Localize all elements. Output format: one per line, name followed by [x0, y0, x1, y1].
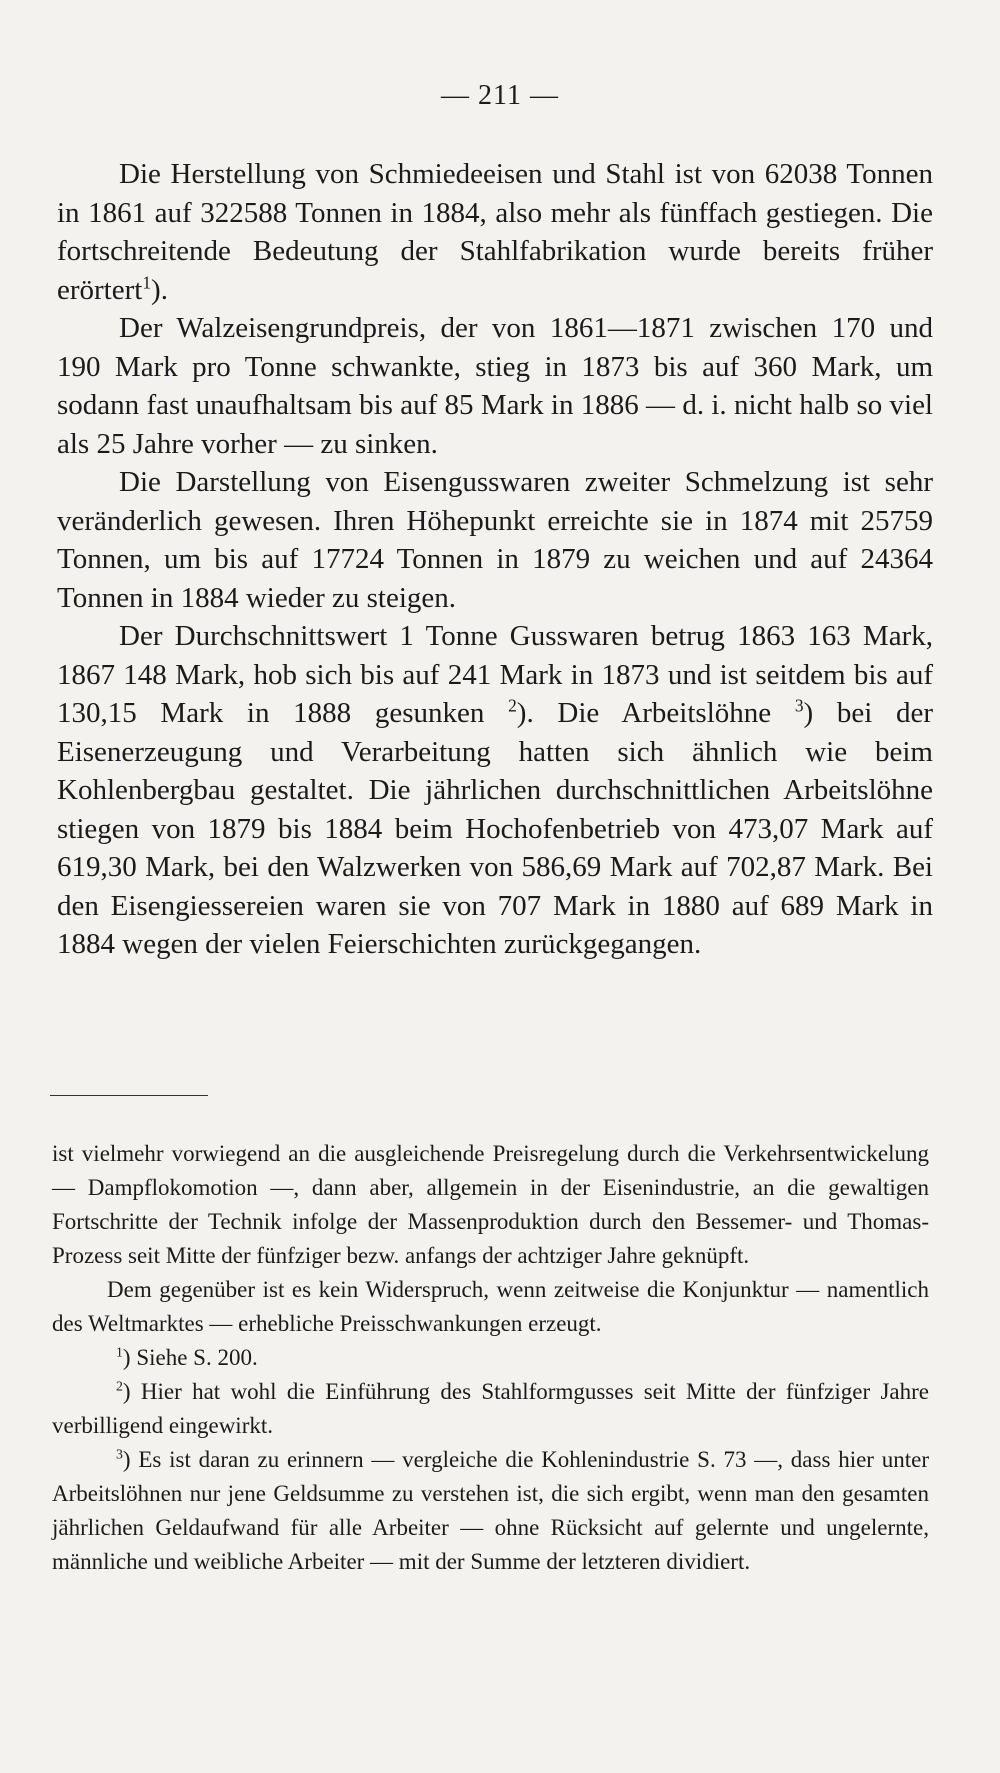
footnote-continuation	[52, 1273, 929, 1341]
page-number: — 211 —	[441, 80, 559, 111]
footnote-marker: 1	[116, 1344, 123, 1360]
main-text	[57, 155, 933, 964]
text-run: Die Herstellung von Schmiedeeisen und Stahl ist von 62038 Tonnen in 1861 auf 322588 Tonnen in 1884, also mehr als fünffach gestiegen. Die fortschreitende Bedeutung der Stahlfabrikation wurde bereits früher erörtert	[57, 158, 933, 306]
paragraph	[57, 155, 933, 309]
paragraph	[57, 463, 933, 617]
text-run: ). Die Arbeitslöhne	[516, 697, 795, 729]
footnote-continuation	[52, 1137, 929, 1273]
footnote-marker: 3	[116, 1446, 123, 1462]
text-run: Der Walzeisengrundpreis, der von 1861—1871 zwischen 170 und 190 Mark pro Tonne schwankte, stieg in 1873 bis auf 360 Mark, um sodann fast unaufhaltsam bis auf 85 Mark in 1886 — d. i. nicht halb so viel als 25 Jahre vorher — zu sinken.	[57, 312, 933, 460]
footnote	[52, 1341, 929, 1375]
footnote-marker: 1	[142, 272, 152, 293]
text-run: ) Hier hat wohl die Einführung des Stahlformgusses seit Mitte der fünfziger Jahre verbilligend eingewirkt.	[52, 1379, 929, 1438]
text-run: ) Es ist daran zu erinnern — vergleiche die Kohlenindustrie S. 73 —, dass hier unter Arbeitslöhnen nur jene Geldsumme zu verstehen ist, die sich ergibt, wenn man den gesamten jährlichen Geldaufwand für alle Arbeiter — ohne Rücksicht auf gelernte und ungelernte, männliche und weibliche Arbeiter — mit der Summe der letzteren dividiert.	[52, 1447, 929, 1574]
footnote-marker: 2	[116, 1378, 123, 1394]
footnote	[52, 1375, 929, 1443]
footnote-separator	[50, 1095, 208, 1096]
footnotes	[52, 1137, 929, 1579]
paragraph	[57, 309, 933, 463]
footnote-marker: 3	[794, 695, 804, 716]
paragraph	[57, 617, 933, 964]
footnote-marker: 2	[508, 695, 517, 716]
text-run: Der Durchschnittswert 1 Tonne Gusswaren betrug 1863 163 Mark, 1867 148 Mark, hob sich bis auf 241 Mark in 1873 und ist seitdem bis auf 130,15 Mark in 1888 gesunken	[57, 620, 933, 729]
text-run: ) Siehe S. 200.	[122, 1345, 258, 1370]
text-run: Dem gegenüber ist es kein Widerspruch, wenn zeitweise die Konjunktur — namentlich des Weltmarktes — erhebliche Preisschwankungen erzeugt.	[52, 1277, 929, 1336]
text-run: ) bei der Eisenerzeugung und Verarbeitung hatten sich ähnlich wie beim Kohlenbergbau gestaltet. Die jährlichen durchschnittlichen Arbeitslöhne stiegen von 1879 bis 1884 beim Hochofenbetrieb von 473,07 Mark auf 619,30 Mark, bei den Walzwerken von 586,69 Mark auf 702,87 Mark. Bei den Eisengiessereien waren sie von 707 Mark in 1880 auf 689 Mark in 1884 wegen der vielen Feierschichten zurückgegangen.	[57, 697, 933, 960]
footnote	[52, 1443, 929, 1579]
text-run: ).	[151, 273, 168, 306]
text-run: ist vielmehr vorwiegend an die ausgleichende Preisregelung durch die Verkehrsentwickelung — Dampflokomotion —, dann aber, allgemein in der Eisenindustrie, an die gewaltigen Fortschritte der Technik infolge der Massenproduktion durch den Bessemer- und Thomas-Prozess seit Mitte der fünfziger bezw. anfangs der achtziger Jahre geknüpft.	[52, 1141, 929, 1268]
text-run: Die Darstellung von Eisengusswaren zweiter Schmelzung ist sehr veränderlich gewesen. Ihren Höhepunkt erreichte sie in 1874 mit 25759 Tonnen, um bis auf 17724 Tonnen in 1879 zu weichen und auf 24364 Tonnen in 1884 wieder zu steigen.	[57, 466, 933, 614]
